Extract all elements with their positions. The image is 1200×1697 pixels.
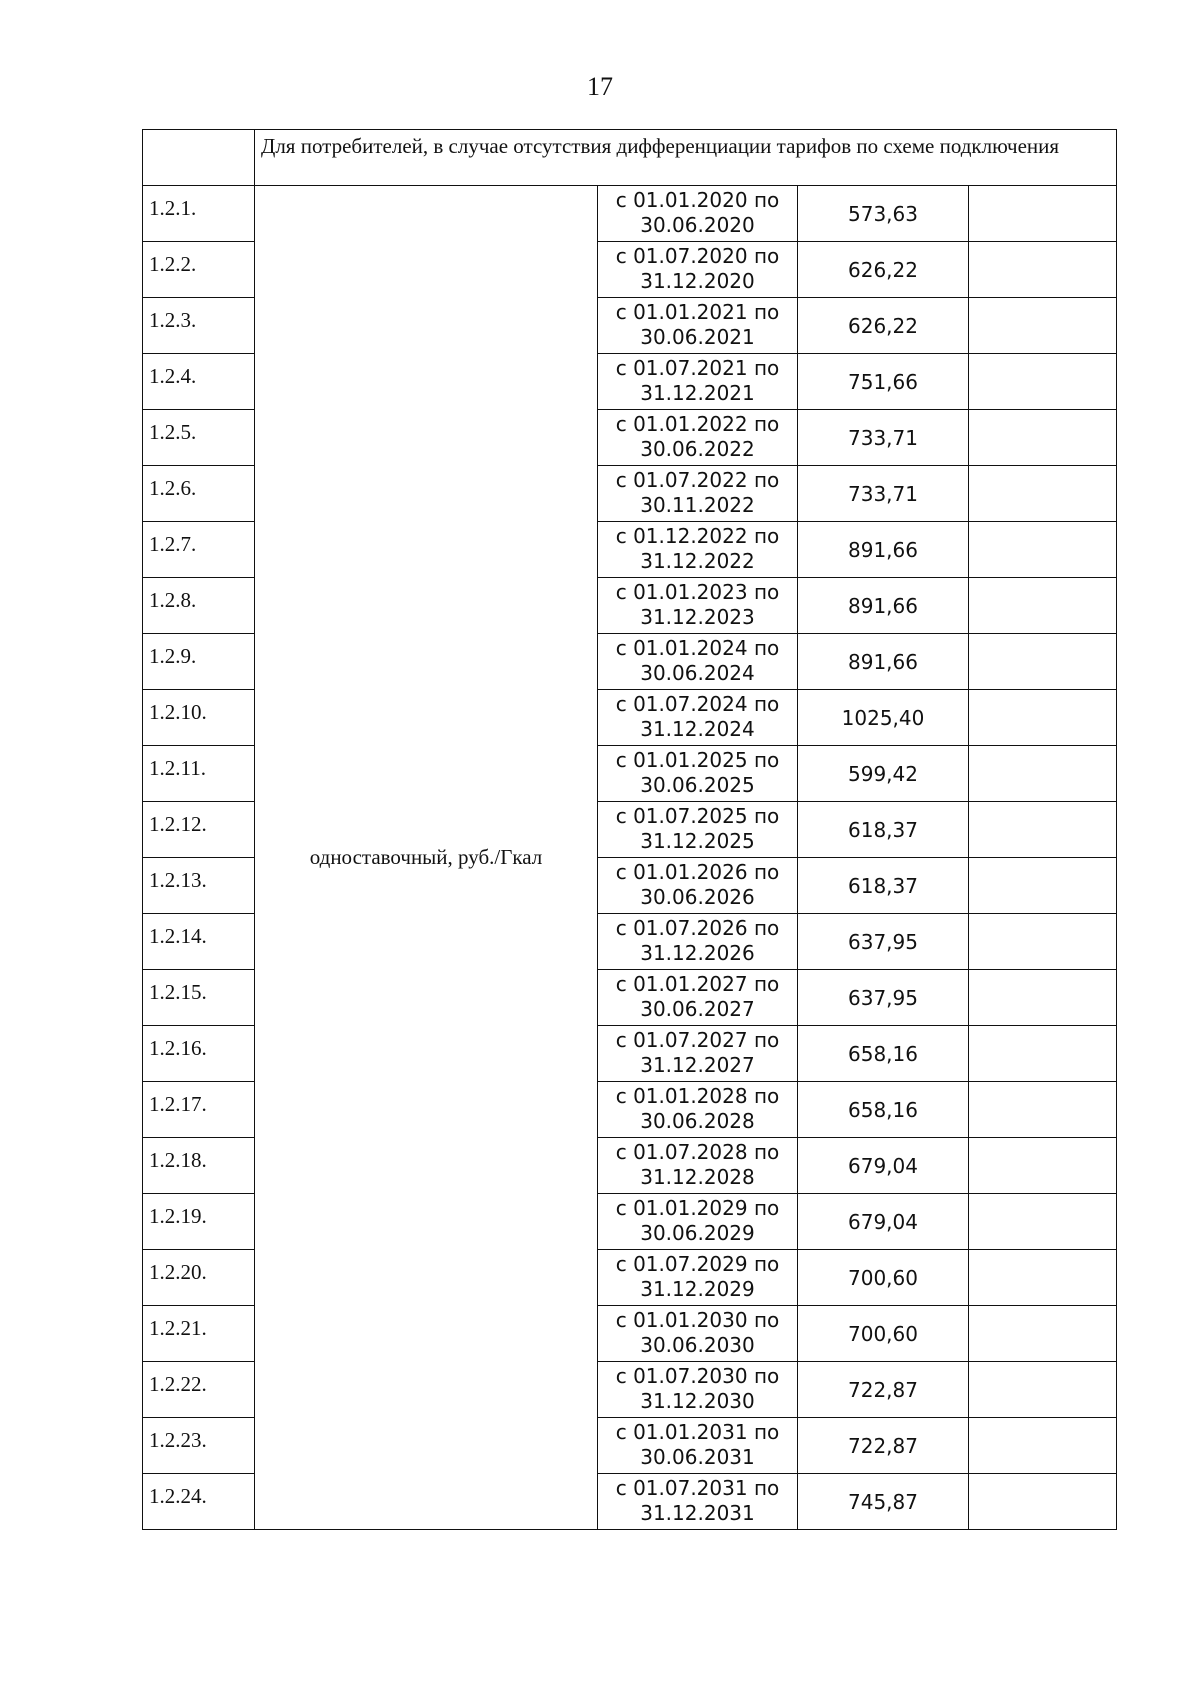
row-number-cell <box>143 1082 255 1138</box>
row-number-cell <box>143 634 255 690</box>
header-num-cell <box>143 130 255 186</box>
row-number: 1.2.18. <box>149 1148 207 1172</box>
period-cell <box>598 186 798 242</box>
period-cell <box>598 1362 798 1418</box>
empty-cell <box>969 1250 1117 1306</box>
period-from: с 01.07.2022 по <box>615 468 780 492</box>
period-to: 31.12.2020 <box>640 269 755 293</box>
period-cell <box>598 970 798 1026</box>
tariff-value: 733,71 <box>798 466 969 522</box>
empty-cell <box>969 802 1117 858</box>
row-number-cell <box>143 746 255 802</box>
period-to: 30.11.2022 <box>640 493 755 517</box>
row-number: 1.2.24. <box>149 1484 207 1508</box>
row-number-cell <box>143 970 255 1026</box>
empty-cell <box>969 914 1117 970</box>
empty-cell <box>969 1082 1117 1138</box>
period-cell <box>598 354 798 410</box>
period-cell <box>598 578 798 634</box>
tariff-value: 658,16 <box>798 1026 969 1082</box>
period-from: с 01.01.2026 по <box>615 860 780 884</box>
tariff-value: 700,60 <box>798 1306 969 1362</box>
period-cell <box>598 298 798 354</box>
rate-type-cell <box>255 186 598 1530</box>
tariff-value: 891,66 <box>798 634 969 690</box>
row-number-cell <box>143 466 255 522</box>
row-number: 1.2.15. <box>149 980 207 1004</box>
period-from: с 01.01.2022 по <box>615 412 780 436</box>
row-number: 1.2.11. <box>149 756 206 780</box>
period-cell <box>598 914 798 970</box>
row-number: 1.2.2. <box>149 252 197 276</box>
period-to: 31.12.2022 <box>640 549 755 573</box>
row-number: 1.2.7. <box>149 532 197 556</box>
period-to: 30.06.2028 <box>640 1109 755 1133</box>
tariff-value: 722,87 <box>798 1362 969 1418</box>
tariff-value: 637,95 <box>798 914 969 970</box>
row-number-cell <box>143 1362 255 1418</box>
tariff-value: 891,66 <box>798 522 969 578</box>
period-from: с 01.07.2028 по <box>615 1140 780 1164</box>
row-number-cell <box>143 354 255 410</box>
period-cell <box>598 1474 798 1530</box>
tariff-value: 733,71 <box>798 410 969 466</box>
period-cell <box>598 1138 798 1194</box>
tariff-value: 745,87 <box>798 1474 969 1530</box>
row-number-cell <box>143 1194 255 1250</box>
row-number: 1.2.19. <box>149 1204 207 1228</box>
empty-cell <box>969 858 1117 914</box>
period-to: 31.12.2027 <box>640 1053 755 1077</box>
period-from: с 01.01.2030 по <box>615 1308 780 1332</box>
period-to: 30.06.2020 <box>640 213 755 237</box>
empty-cell <box>969 1362 1117 1418</box>
period-to: 30.06.2031 <box>640 1445 755 1469</box>
tariff-value: 626,22 <box>798 242 969 298</box>
period-cell <box>598 1250 798 1306</box>
period-cell <box>598 1418 798 1474</box>
period-cell <box>598 466 798 522</box>
empty-cell <box>969 634 1117 690</box>
row-number: 1.2.8. <box>149 588 197 612</box>
tariff-value: 599,42 <box>798 746 969 802</box>
period-from: с 01.07.2027 по <box>615 1028 780 1052</box>
period-to: 31.12.2023 <box>640 605 755 629</box>
tariff-value: 658,16 <box>798 1082 969 1138</box>
period-from: с 01.01.2028 по <box>615 1084 780 1108</box>
period-to: 30.06.2025 <box>640 773 755 797</box>
tariff-value: 626,22 <box>798 298 969 354</box>
row-number-cell <box>143 1026 255 1082</box>
period-from: с 01.01.2025 по <box>615 748 780 772</box>
period-from: с 01.01.2023 по <box>615 580 780 604</box>
tariff-value: 637,95 <box>798 970 969 1026</box>
period-from: с 01.07.2025 по <box>615 804 780 828</box>
period-to: 30.06.2022 <box>640 437 755 461</box>
section-heading: Для потребителей, в случае отсутствия дифференциации тарифов по схеме подключения <box>261 134 1060 158</box>
row-number-cell <box>143 1306 255 1362</box>
period-to: 30.06.2027 <box>640 997 755 1021</box>
period-cell <box>598 746 798 802</box>
tariff-value: 618,37 <box>798 802 969 858</box>
period-from: с 01.12.2022 по <box>615 524 780 548</box>
empty-cell <box>969 1026 1117 1082</box>
period-from: с 01.01.2031 по <box>615 1420 780 1444</box>
period-to: 30.06.2024 <box>640 661 755 685</box>
tariff-table <box>142 129 1117 1530</box>
empty-cell <box>969 1194 1117 1250</box>
period-cell <box>598 242 798 298</box>
row-number-cell <box>143 578 255 634</box>
period-to: 31.12.2025 <box>640 829 755 853</box>
table-row <box>143 186 1117 242</box>
tariff-value: 722,87 <box>798 1418 969 1474</box>
row-number-cell <box>143 242 255 298</box>
row-number: 1.2.23. <box>149 1428 207 1452</box>
row-number: 1.2.10. <box>149 700 207 724</box>
row-number: 1.2.16. <box>149 1036 207 1060</box>
period-from: с 01.07.2030 по <box>615 1364 780 1388</box>
row-number-cell <box>143 186 255 242</box>
period-cell <box>598 1026 798 1082</box>
row-number: 1.2.22. <box>149 1372 207 1396</box>
empty-cell <box>969 578 1117 634</box>
tariff-value: 700,60 <box>798 1250 969 1306</box>
row-number: 1.2.20. <box>149 1260 207 1284</box>
header-text-cell <box>255 130 1117 186</box>
row-number: 1.2.21. <box>149 1316 207 1340</box>
row-number-cell <box>143 1138 255 1194</box>
period-cell <box>598 634 798 690</box>
row-number-cell <box>143 410 255 466</box>
period-cell <box>598 858 798 914</box>
period-cell <box>598 1306 798 1362</box>
row-number-cell <box>143 1418 255 1474</box>
period-to: 31.12.2028 <box>640 1165 755 1189</box>
empty-cell <box>969 746 1117 802</box>
row-number-cell <box>143 690 255 746</box>
tariff-value: 573,63 <box>798 186 969 242</box>
rate-type-label: одноставочный, руб./Гкал <box>309 845 543 869</box>
period-to: 31.12.2026 <box>640 941 755 965</box>
row-number: 1.2.14. <box>149 924 207 948</box>
period-to: 30.06.2030 <box>640 1333 755 1357</box>
period-cell <box>598 1082 798 1138</box>
row-number: 1.2.6. <box>149 476 197 500</box>
period-from: с 01.07.2024 по <box>615 692 780 716</box>
period-to: 31.12.2029 <box>640 1277 755 1301</box>
period-to: 31.12.2031 <box>640 1501 755 1525</box>
row-number: 1.2.13. <box>149 868 207 892</box>
period-cell <box>598 522 798 578</box>
period-from: с 01.07.2026 по <box>615 916 780 940</box>
row-number: 1.2.1. <box>149 196 197 220</box>
empty-cell <box>969 970 1117 1026</box>
empty-cell <box>969 1474 1117 1530</box>
row-number: 1.2.5. <box>149 420 197 444</box>
row-number-cell <box>143 1474 255 1530</box>
empty-cell <box>969 466 1117 522</box>
empty-cell <box>969 690 1117 746</box>
period-from: с 01.01.2021 по <box>615 300 780 324</box>
empty-cell <box>969 1306 1117 1362</box>
row-number-cell <box>143 1250 255 1306</box>
period-from: с 01.01.2020 по <box>615 188 780 212</box>
period-from: с 01.01.2029 по <box>615 1196 780 1220</box>
empty-cell <box>969 298 1117 354</box>
period-from: с 01.01.2024 по <box>615 636 780 660</box>
period-cell <box>598 690 798 746</box>
period-from: с 01.07.2021 по <box>615 356 780 380</box>
row-number-cell <box>143 858 255 914</box>
empty-cell <box>969 1418 1117 1474</box>
tariff-value: 751,66 <box>798 354 969 410</box>
period-cell <box>598 802 798 858</box>
row-number: 1.2.17. <box>149 1092 207 1116</box>
row-number-cell <box>143 914 255 970</box>
period-to: 30.06.2029 <box>640 1221 755 1245</box>
empty-cell <box>969 522 1117 578</box>
row-number: 1.2.4. <box>149 364 197 388</box>
period-to: 30.06.2021 <box>640 325 755 349</box>
period-to: 31.12.2021 <box>640 381 755 405</box>
period-from: с 01.01.2027 по <box>615 972 780 996</box>
row-number: 1.2.9. <box>149 644 197 668</box>
period-to: 30.06.2026 <box>640 885 755 909</box>
period-from: с 01.07.2031 по <box>615 1476 780 1500</box>
empty-cell <box>969 186 1117 242</box>
tariff-value: 679,04 <box>798 1194 969 1250</box>
row-number-cell <box>143 802 255 858</box>
tariff-value: 891,66 <box>798 578 969 634</box>
empty-cell <box>969 410 1117 466</box>
empty-cell <box>969 242 1117 298</box>
row-number: 1.2.3. <box>149 308 197 332</box>
row-number-cell <box>143 298 255 354</box>
empty-cell <box>969 1138 1117 1194</box>
period-from: с 01.07.2029 по <box>615 1252 780 1276</box>
period-to: 31.12.2030 <box>640 1389 755 1413</box>
tariff-value: 1025,40 <box>798 690 969 746</box>
table-header-row <box>143 130 1117 186</box>
page-number: 17 <box>587 72 613 101</box>
tariff-value: 679,04 <box>798 1138 969 1194</box>
period-cell <box>598 410 798 466</box>
empty-cell <box>969 354 1117 410</box>
period-from: с 01.07.2020 по <box>615 244 780 268</box>
period-cell <box>598 1194 798 1250</box>
row-number: 1.2.12. <box>149 812 207 836</box>
row-number-cell <box>143 522 255 578</box>
period-to: 31.12.2024 <box>640 717 755 741</box>
tariff-value: 618,37 <box>798 858 969 914</box>
